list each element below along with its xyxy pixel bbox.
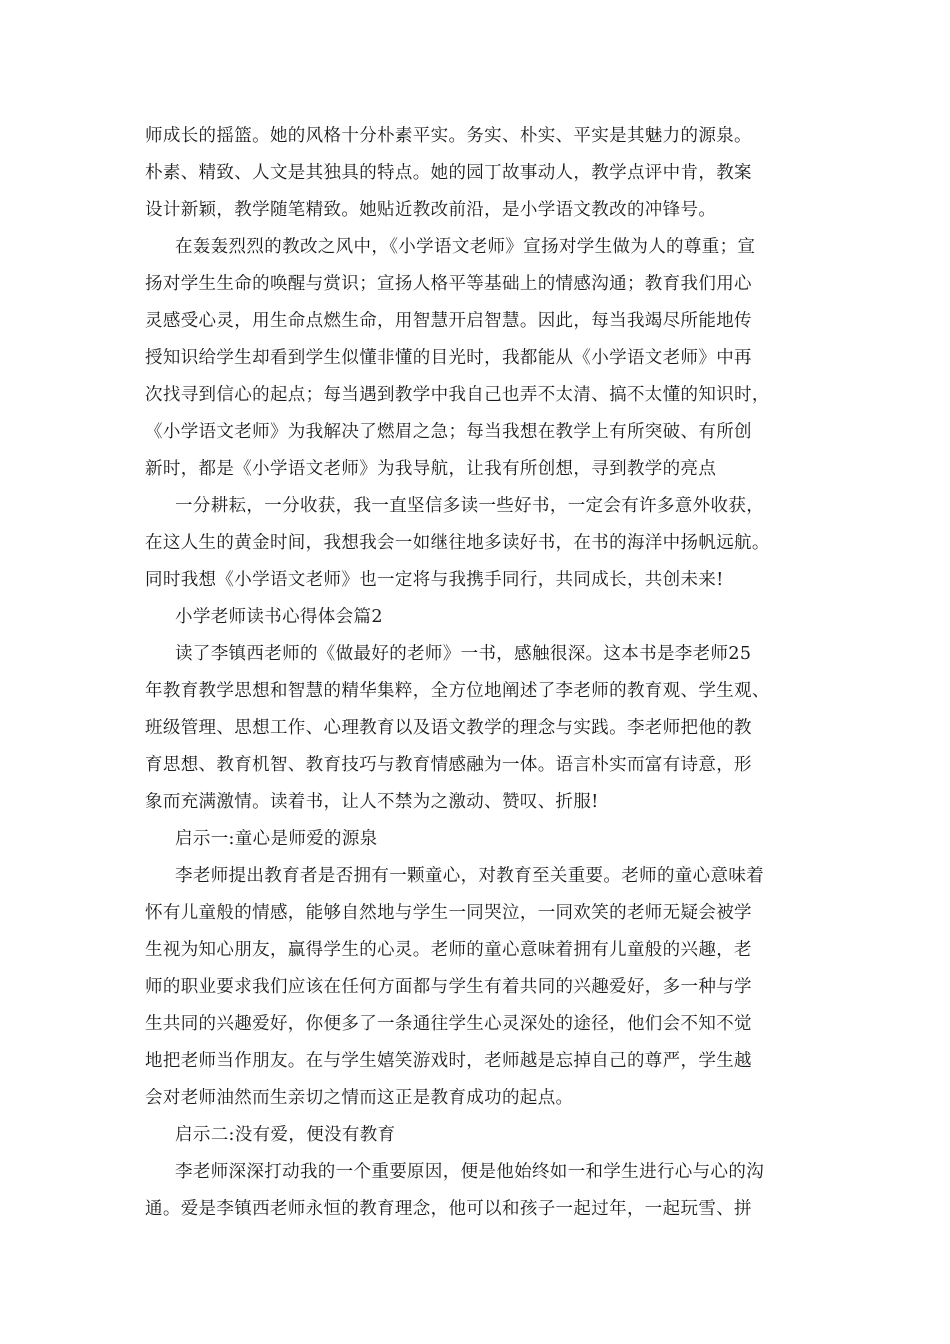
text-line: 象而充满激情。读着书，让人不禁为之激动、赞叹、折服! xyxy=(145,792,599,812)
paragraph-start: 读了李镇西老师的《做最好的老师》一书，感触很深。这本书是李老师25 xyxy=(175,644,752,664)
section-heading: 小学老师读书心得体会篇2 xyxy=(175,607,383,627)
text-line: 会对老师油然而生亲切之情而这正是教育成功的起点。 xyxy=(145,1088,574,1108)
text-line: 同时我想《小学语文老师》也一定将与我携手同行，共同成长，共创未来! xyxy=(145,570,724,590)
text-line: 设计新颖，教学随笔精致。她贴近教改前沿，是小学语文教改的冲锋号。 xyxy=(145,200,717,220)
text-line: 扬对学生生命的唤醒与赏识；宣扬人格平等基础上的情感沟通；教育我们用心 xyxy=(145,274,752,294)
text-line: 生视为知心朋友，赢得学生的心灵。老师的童心意味着拥有儿童般的兴趣，老 xyxy=(145,940,752,960)
paragraph-start: 在轰轰烈烈的教改之风中，《小学语文老师》宣扬对学生做为人的尊重；宣 xyxy=(175,237,756,257)
text-line: 《小学语文老师》为我解决了燃眉之急；每当我想在教学上有所突破、有所创 xyxy=(145,422,752,442)
paragraph-start: 李老师深深打动我的一个重要原因，便是他始终如一和学生进行心与心的沟 xyxy=(175,1162,765,1182)
text-line: 育思想、教育机智、教育技巧与教育情感融为一体。语言朴实而富有诗意，形 xyxy=(145,755,752,775)
text-line: 朴素、精致、人文是其独具的特点。她的园丁故事动人，教学点评中肯，教案 xyxy=(145,163,752,183)
paragraph-start: 李老师提出教育者是否拥有一颗童心，对教育至关重要。老师的童心意味着 xyxy=(175,866,765,886)
text-line: 师的职业要求我们应该在任何方面都与学生有着共同的兴趣爱好，多一种与学 xyxy=(145,977,752,997)
text-line: 生共同的兴趣爱好，你便多了一条通往学生心灵深处的途径，他们会不知不觉 xyxy=(145,1014,752,1034)
text-line: 新时，都是《小学语文老师》为我导航，让我有所创想，寻到教学的亮点 xyxy=(145,459,717,479)
text-line: 授知识给学生却看到学生似懂非懂的目光时，我都能从《小学语文老师》中再 xyxy=(145,348,752,368)
text-line: 班级管理、思想工作、心理教育以及语文教学的理念与实践。李老师把他的教 xyxy=(145,718,752,738)
text-line: 怀有儿童般的情感，能够自然地与学生一同哭泣，一同欢笑的老师无疑会被学 xyxy=(145,903,752,923)
subheading: 启示二:没有爱，便没有教育 xyxy=(175,1125,396,1145)
text-line: 年教育教学思想和智慧的精华集粹，全方位地阐述了李老师的教育观、学生观、 xyxy=(145,681,770,701)
text-line: 师成长的摇篮。她的风格十分朴素平实。务实、朴实、平实是其魅力的源泉。 xyxy=(145,126,752,146)
text-line: 次找寻到信心的起点；每当遇到教学中我自己也弄不太清、搞不太懂的知识时， xyxy=(145,385,770,405)
text-line: 通。爱是李镇西老师永恒的教育理念，他可以和孩子一起过年，一起玩雪、拼 xyxy=(145,1199,752,1219)
paragraph-start: 一分耕耘，一分收获，我一直坚信多读一些好书，一定会有许多意外收获， xyxy=(175,496,765,516)
text-line: 灵感受心灵，用生命点燃生命，用智慧开启智慧。因此，每当我竭尽所能地传 xyxy=(145,311,752,331)
subheading: 启示一:童心是师爱的源泉 xyxy=(175,829,378,849)
text-line: 在这人生的黄金时间，我想我会一如继往地多读好书，在书的海洋中扬帆远航。 xyxy=(145,533,770,553)
text-line: 地把老师当作朋友。在与学生嬉笑游戏时，老师越是忘掉自己的尊严，学生越 xyxy=(145,1051,752,1071)
